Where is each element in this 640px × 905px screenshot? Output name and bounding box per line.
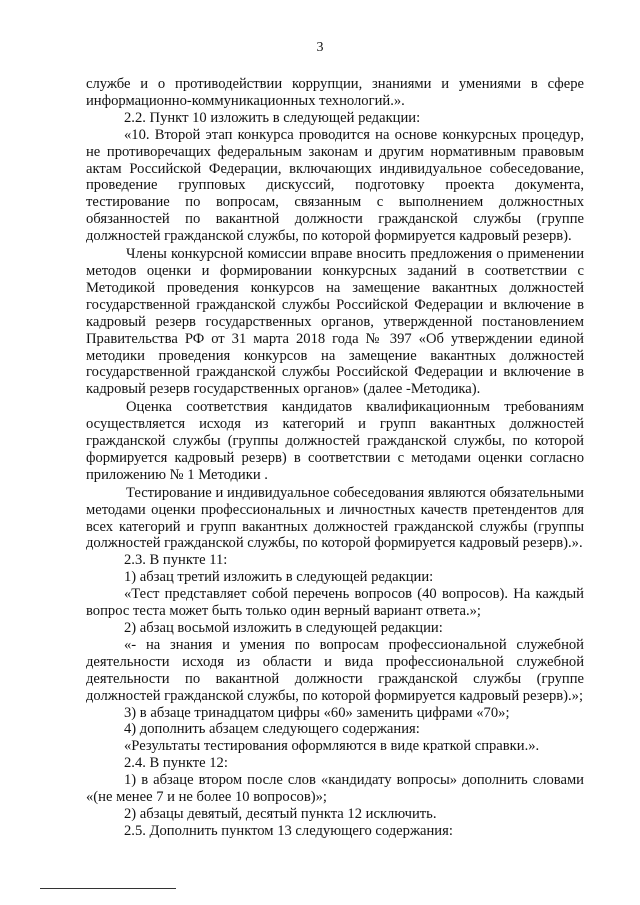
paragraph: 2.4. В пункте 12: bbox=[124, 755, 228, 772]
paragraph: 2.5. Дополнить пунктом 13 следующего содержания: bbox=[124, 822, 453, 839]
paragraph: Тестирование и индивидуальное собеседования являются обязательными методами оценки профессиональных и личностных качеств претендентов для всех категорий и групп вакантных должностей гражданской службы (группы должностей гражданской службы, по которой формируется кадровый резерв).». bbox=[86, 484, 584, 552]
paragraph: «10. Второй этап конкурса проводится на основе конкурсных процедур, не противоречащих федеральным законам и другим нормативным правовым актам Российской Федерации, включающих индивидуальное собеседование, проведение групповых дискуссий, подготовку проекта документа, тестирование по вопросам, связанным с выполнением должностных обязанностей по вакантной должности гражданской службы (группе должностей гражданской службы, по которой формируется кадровый резерв). bbox=[86, 126, 584, 245]
paragraph: «- на знания и умения по вопросам профессиональной служебной деятельности исходя из области и вида профессиональной служебной деятельности по вакантной должности гражданской службы (группе должностей гражданской службы, по которой формируется кадровый резерв).»; bbox=[86, 636, 584, 704]
paragraph: 2.2. Пункт 10 изложить в следующей редакции: bbox=[124, 109, 421, 126]
page-number: 3 bbox=[316, 40, 324, 55]
paragraph: Члены конкурсной комиссии вправе вносить предложения о применении методов оценки и формировании конкурсных заданий в соответствии с Методикой проведения конкурсов на замещение вакантных должностей государственной гражданской службы Российской Федерации и включение в кадровый резерв государственных органов, утвержденной постановлением Правительства РФ от 31 марта 2018 года № 397 «Об утверждении единой методики проведения конкурсов на замещение вакантных должностей государственной гражданской службы Российской Федерации и включение в кадровый резерв государственных органов» (далее -Методика). bbox=[86, 246, 584, 398]
footnote-separator bbox=[40, 888, 176, 889]
paragraph: «Результаты тестирования оформляются в виде краткой справки.». bbox=[124, 738, 540, 755]
paragraph: службе и о противодействии коррупции, знаниями и умениями в сфере информационно-коммуникационных технологий.». bbox=[86, 76, 584, 109]
paragraph: 1) абзац третий изложить в следующей редакции: bbox=[124, 569, 434, 586]
paragraph: 2.3. В пункте 11: bbox=[124, 552, 228, 569]
document-body bbox=[86, 76, 584, 840]
paragraph: 1) в абзаце втором после слов «кандидату вопросы» дополнить словами «(не менее 7 и не более 10 вопросов)»; bbox=[86, 772, 584, 806]
paragraph: 4) дополнить абзацем следующего содержания: bbox=[124, 721, 420, 738]
paragraph: 2) абзац восьмой изложить в следующей редакции: bbox=[124, 620, 443, 636]
paragraph: 2) абзацы девятый, десятый пункта 12 исключить. bbox=[124, 805, 437, 822]
paragraph: Оценка соответствия кандидатов квалификационным требованиям осуществляется исходя из категорий и групп вакантных должностей гражданской службы (группы должностей гражданской службы, по которой формируется кадровый резерв) в соответствии с методами оценки согласно приложению № 1 Методики . bbox=[86, 399, 584, 483]
paragraph: «Тест представляет собой перечень вопросов (40 вопросов). На каждый вопрос теста может быть только один верный вариант ответа.»; bbox=[86, 586, 584, 620]
paragraph: 3) в абзаце тринадцатом цифры «60» заменить цифрами «70»; bbox=[124, 704, 510, 721]
